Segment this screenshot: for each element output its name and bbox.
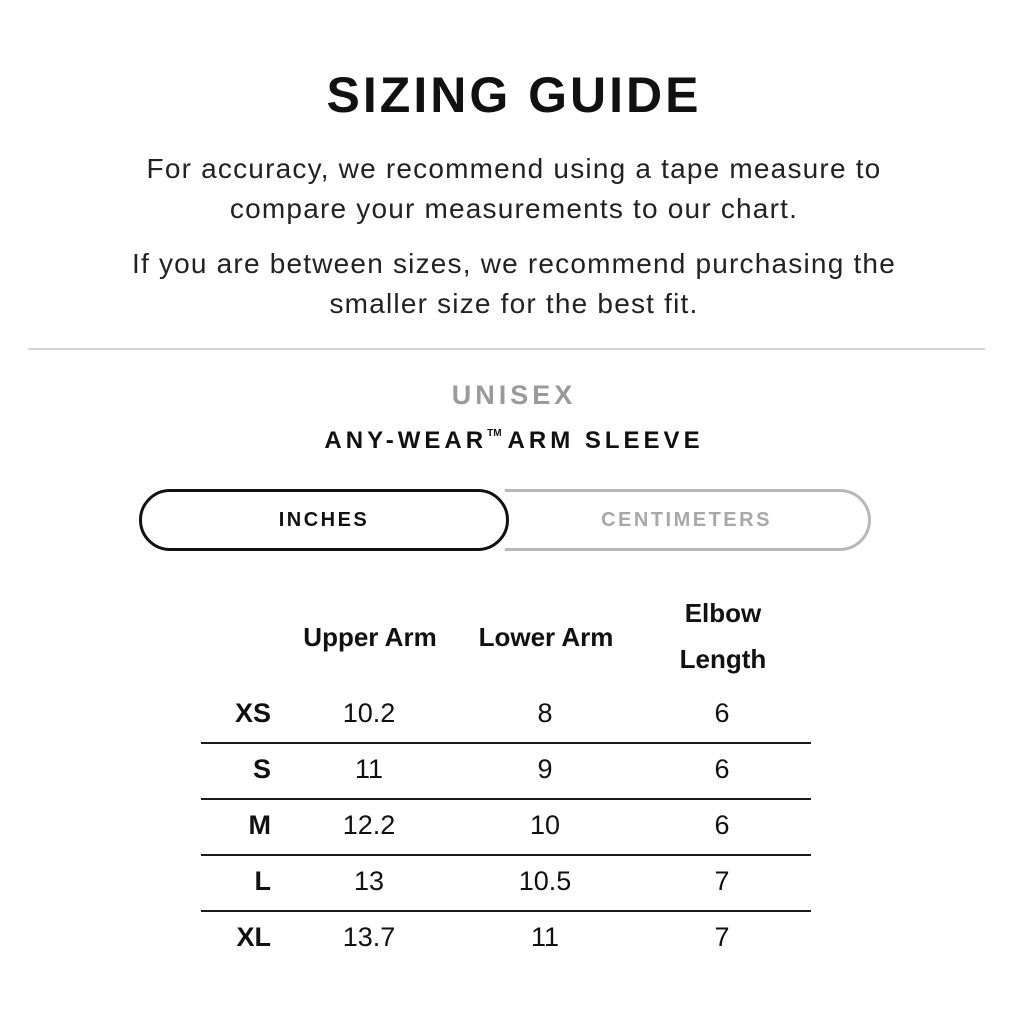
lower-arm-cell: 9: [537, 754, 553, 784]
size-cell: XS: [234, 698, 271, 728]
lower-arm-cell: 8: [537, 698, 553, 728]
upper-arm-cell: 11: [354, 754, 384, 784]
centimeters-tab[interactable]: CENTIMETERS: [601, 509, 772, 531]
size-cell: XL: [236, 922, 271, 952]
table-row: [201, 798, 811, 856]
lower-arm-cell: 10.5: [518, 866, 572, 896]
upper-arm-cell: 10.2: [342, 698, 396, 728]
size-cell: M: [248, 810, 271, 840]
elbow-length-cell: 6: [714, 810, 730, 840]
header-upper-arm: Upper Arm: [303, 622, 437, 652]
size-cell: L: [254, 866, 271, 896]
elbow-length-cell: 6: [714, 754, 730, 784]
header-lower-arm: Lower Arm: [478, 622, 614, 652]
category-label: UNISEX: [451, 380, 577, 410]
intro-line-1: For accuracy, we recommend using a tape measure to: [146, 153, 882, 184]
upper-arm-cell: 13.7: [342, 922, 396, 952]
inches-tab[interactable]: INCHES: [139, 489, 509, 551]
section-divider: [28, 348, 985, 350]
intro-between-sizes-text: [0, 244, 1028, 324]
header-elbow-line-2: Length: [679, 644, 767, 674]
elbow-length-cell: 7: [714, 922, 730, 952]
page-title: SIZING GUIDE: [326, 67, 702, 123]
upper-arm-cell: 13: [353, 866, 385, 896]
header-elbow-line-1: Elbow: [684, 598, 762, 628]
size-cell: S: [252, 754, 271, 784]
upper-arm-cell: 12.2: [342, 810, 396, 840]
lower-arm-cell: 10: [529, 810, 561, 840]
intro-line-3: If you are between sizes, we recommend purchasing the: [132, 248, 896, 279]
header-elbow-length: [652, 590, 794, 682]
product-name-part1: ANY-WEAR: [324, 427, 488, 454]
trademark-symbol: TM: [487, 428, 502, 439]
elbow-length-cell: 6: [714, 698, 730, 728]
elbow-length-cell: 7: [714, 866, 730, 896]
intro-line-2: compare your measurements to our chart.: [229, 193, 799, 224]
unit-toggle: [505, 489, 871, 551]
product-title: [0, 418, 1028, 457]
intro-line-4: smaller size for the best fit.: [329, 288, 699, 319]
table-row: [201, 910, 811, 966]
table-row: [201, 742, 811, 800]
lower-arm-cell: 11: [530, 922, 560, 952]
table-row: [201, 686, 811, 744]
intro-accuracy-text: [0, 149, 1028, 229]
table-row: [201, 854, 811, 912]
product-name-part2: ARM SLEEVE: [507, 427, 704, 454]
